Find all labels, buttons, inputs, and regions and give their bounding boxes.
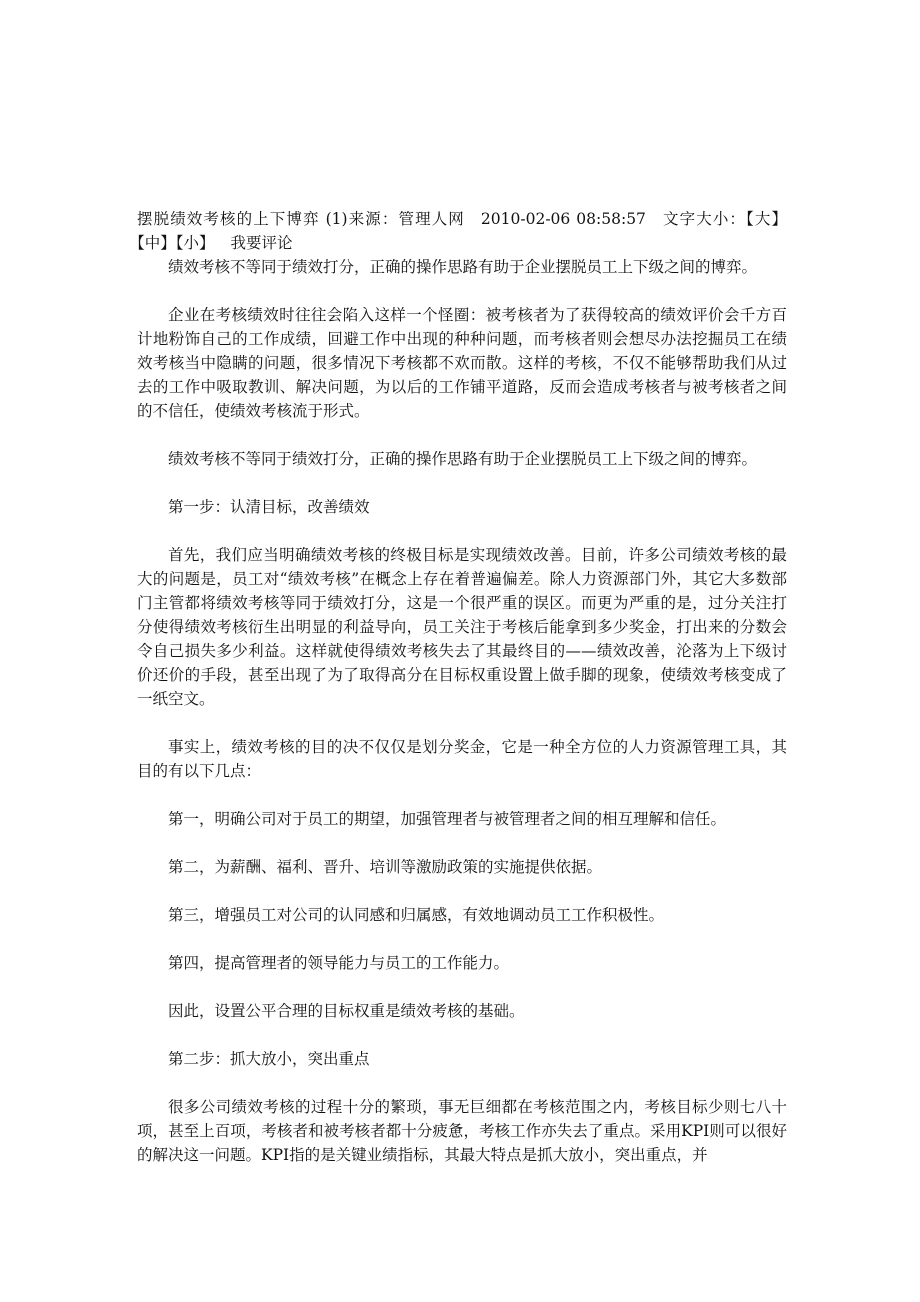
paragraph: 事实上，绩效考核的目的决不仅仅是划分奖金，它是一种全方位的人力资源管理工具，其目的有以下几点：	[137, 738, 787, 780]
list-item: 第四，提高管理者的领导能力与员工的工作能力。	[168, 954, 510, 972]
list-item: 第二，为薪酬、福利、晋升、培训等激励政策的实施提供依据。	[168, 858, 603, 876]
paragraph: 很多公司绩效考核的过程十分的繁琐，事无巨细都在考核范围之内，考核目标少则七八十项，甚至上百项，考核者和被考核者都十分疲惫，考核工作亦失去了重点。采用KPI则可以很好的解决这一问题。KPI指的是关键业绩指标，其最大特点是抓大放小，突出重点，并	[137, 1098, 787, 1164]
section-heading: 第二步：抓大放小，突出重点	[168, 1050, 370, 1068]
paragraph: 企业在考核绩效时往往会陷入这样一个怪圈：被考核者为了获得较高的绩效评价会千方百计地粉饰自己的工作成绩，回避工作中出现的种种问题，而考核者则会想尽办法挖掘员工在绩效考核当中隐瞒的问题，很多情况下考核都不欢而散。这样的考核，不仅不能够帮助我们从过去的工作中吸取教训、解决问题，为以后的工作铺平道路，反而会造成考核者与被考核者之间的不信任，使绩效考核流于形式。	[137, 306, 787, 420]
section-heading: 第一步：认清目标，改善绩效	[168, 498, 370, 516]
paragraph: 首先，我们应当明确绩效考核的终极目标是实现绩效改善。目前，许多公司绩效考核的最大的问题是，员工对“绩效考核”在概念上存在着普遍偏差。除人力资源部门外，其它大多数部门主管都将绩效考核等同于绩效打分，这是一个很严重的误区。而更为严重的是，过分关注打分使得绩效考核衍生出明显的利益导向，员工关注于考核后能拿到多少奖金，打出来的分数会令自己损失多少利益。这样就使得绩效考核失去了其最终目的——绩效改善，沦落为上下级讨价还价的手段，甚至出现了为了取得高分在目标权重设置上做手脚的现象，使绩效考核变成了一纸空文。	[137, 546, 787, 708]
article-title: 摆脱绩效考核的上下博弈 (1)	[137, 210, 348, 228]
article-header	[137, 207, 787, 255]
font-size-label: 文字大小：	[661, 210, 747, 228]
font-size-medium-link[interactable]: 【中】	[137, 234, 176, 252]
list-item: 第一，明确公司对于员工的期望，加强管理者与被管理者之间的相互理解和信任。	[168, 810, 727, 828]
comment-link[interactable]: 我要评论	[230, 234, 293, 252]
article-datetime: 2010-02-06 08:58:57	[480, 210, 646, 228]
font-size-large-link[interactable]: 【大】	[746, 210, 787, 228]
article	[137, 207, 787, 1191]
paragraph: 绩效考核不等同于绩效打分，正确的操作思路有助于企业摆脱员工上下级之间的博弈。	[168, 258, 758, 276]
font-size-small-link[interactable]: 【小】	[175, 234, 215, 252]
article-source: 来源：管理人网	[347, 210, 465, 228]
paragraph: 因此，设置公平合理的目标权重是绩效考核的基础。	[168, 1002, 525, 1020]
paragraph: 绩效考核不等同于绩效打分，正确的操作思路有助于企业摆脱员工上下级之间的博弈。	[168, 450, 758, 468]
list-item: 第三，增强员工对公司的认同感和归属感，有效地调动员工工作积极性。	[168, 906, 665, 924]
